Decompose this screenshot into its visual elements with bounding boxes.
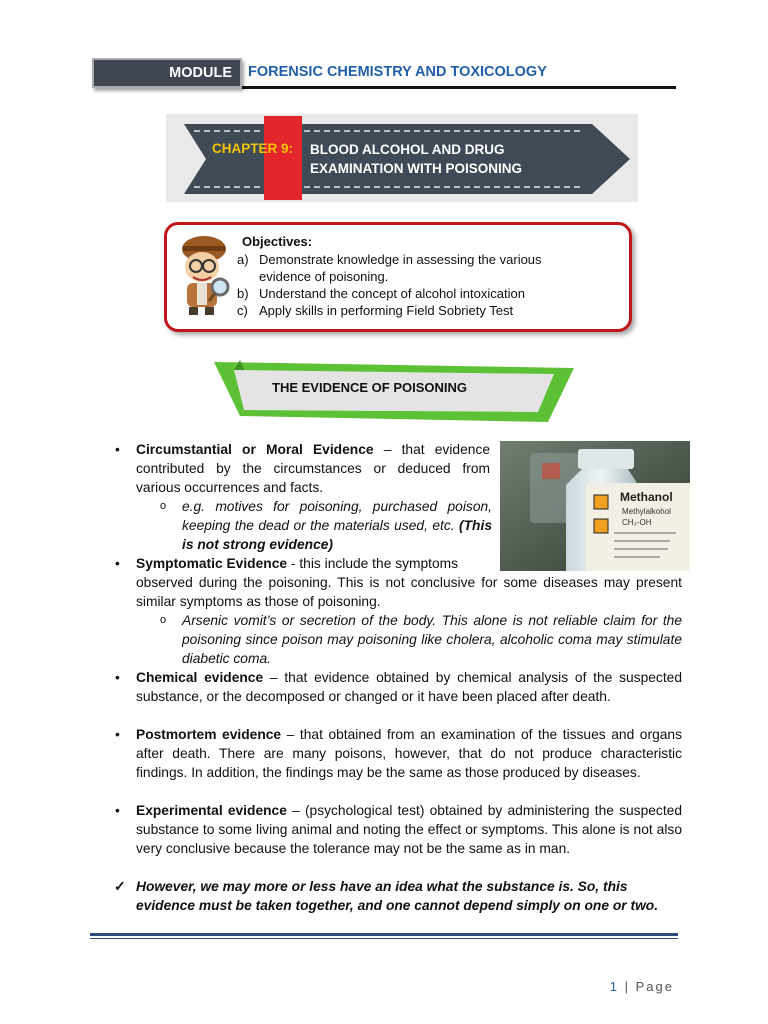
- evidence-content: [112, 440, 682, 915]
- evidence-term: Experimental evidence: [136, 803, 287, 818]
- module-label-box: [92, 58, 242, 88]
- evidence-subitem-emphasis: (This is not strong evidence): [182, 518, 492, 552]
- evidence-term: Postmortem evidence: [136, 727, 282, 742]
- evidence-description: – that obtained from an examination of the tissues and organs after death. There are many poisons, however, that do not produce characteristic findings. In addition, the findings may be the same as those produced by diseases.: [136, 727, 682, 780]
- module-label: MODULE: [169, 65, 232, 81]
- evidence-description-continued: observed during the poisoning. This is not conclusive for some diseases may present similar symptoms as those of poisoning.: [136, 575, 682, 609]
- evidence-subitem-text: Arsenic vomit’s or secretion of the body. This alone is not reliable claim for the poisoning since poison may poisoning like cholera, alcoholic coma may stimulate diabetic coma.: [182, 613, 682, 666]
- objectives-list: [237, 251, 587, 319]
- evidence-subitem-text: e.g. motives for poisoning, purchased poison, keeping the dead or the materials used, etc.: [182, 499, 492, 533]
- bullet-icon: •: [115, 727, 120, 742]
- page-number-value: 1: [609, 979, 620, 994]
- evidence-term: Symptomatic Evidence: [136, 556, 288, 571]
- circle-bullet-icon: o: [160, 614, 167, 626]
- bullet-icon: •: [115, 803, 120, 818]
- objective-item: [237, 302, 587, 319]
- objective-marker: a): [237, 252, 249, 267]
- section-title: THE EVIDENCE OF POISONING: [272, 380, 468, 395]
- evidence-item: [112, 554, 682, 611]
- detective-illustration: [175, 233, 233, 317]
- evidence-item: [112, 801, 682, 858]
- objective-text: Understand the concept of alcohol intoxication: [259, 286, 525, 301]
- objective-marker: c): [237, 303, 248, 318]
- page-number: [610, 979, 674, 994]
- evidence-term: Chemical evidence: [136, 670, 264, 685]
- objective-text-continued: evidence of poisoning.: [259, 269, 389, 284]
- header-divider: [242, 86, 676, 89]
- footer-divider-thin: [90, 938, 678, 939]
- conclusion: [112, 877, 682, 915]
- checkmark-icon: ✓: [114, 879, 126, 894]
- chapter-title: [310, 140, 522, 178]
- evidence-description: – (psychological test) obtained by administering the suspected substance to some living animal and noting the effect or symptoms. This alone is not also very conclusive because the tolerance may not be the same as in man.: [136, 803, 682, 856]
- evidence-item: [112, 725, 682, 782]
- module-title: FORENSIC CHEMISTRY AND TOXICOLOGY: [248, 64, 547, 80]
- bullet-icon: •: [115, 670, 120, 685]
- evidence-item: [112, 440, 682, 497]
- evidence-description: – that evidence contributed by the circumstances or deduced from various occurrences and facts.: [136, 442, 490, 495]
- objective-text: Apply skills in performing Field Sobriety Test: [259, 303, 514, 318]
- evidence-subitem: [112, 497, 492, 554]
- objectives-heading: Objectives:: [242, 234, 313, 249]
- photo-label-formula: CH₃-OH: [622, 518, 652, 527]
- objective-text: Demonstrate knowledge in assessing the various: [259, 252, 542, 267]
- footer-divider: [90, 933, 678, 936]
- conclusion-text: However, we may more or less have an idea what the substance is. So, this evidence must be taken together, and one cannot depend simply on one or two.: [136, 879, 659, 913]
- evidence-description: – that evidence obtained by chemical analysis of the suspected substance, or the decomposed or changed or it have been placed after death.: [136, 670, 682, 704]
- page-label: | Page: [624, 979, 674, 994]
- bullet-icon: •: [115, 556, 120, 571]
- chapter-title-line2: EXAMINATION WITH POISONING: [310, 161, 522, 176]
- photo-label-sub: Methylalkohol: [622, 507, 671, 516]
- chapter-label: CHAPTER 9:: [212, 141, 294, 156]
- bullet-icon: •: [115, 442, 120, 457]
- objective-item: [237, 251, 587, 285]
- evidence-term: Circumstantial or Moral Evidence: [136, 442, 374, 457]
- circle-bullet-icon: o: [160, 500, 167, 512]
- objective-item: [237, 285, 587, 302]
- photo-label-main: Methanol: [620, 490, 673, 504]
- evidence-description: - this include the symptoms: [287, 556, 459, 571]
- evidence-subitem: [112, 611, 682, 668]
- chapter-title-line1: BLOOD ALCOHOL AND DRUG: [310, 142, 505, 157]
- evidence-item: [112, 668, 682, 706]
- objective-marker: b): [237, 286, 249, 301]
